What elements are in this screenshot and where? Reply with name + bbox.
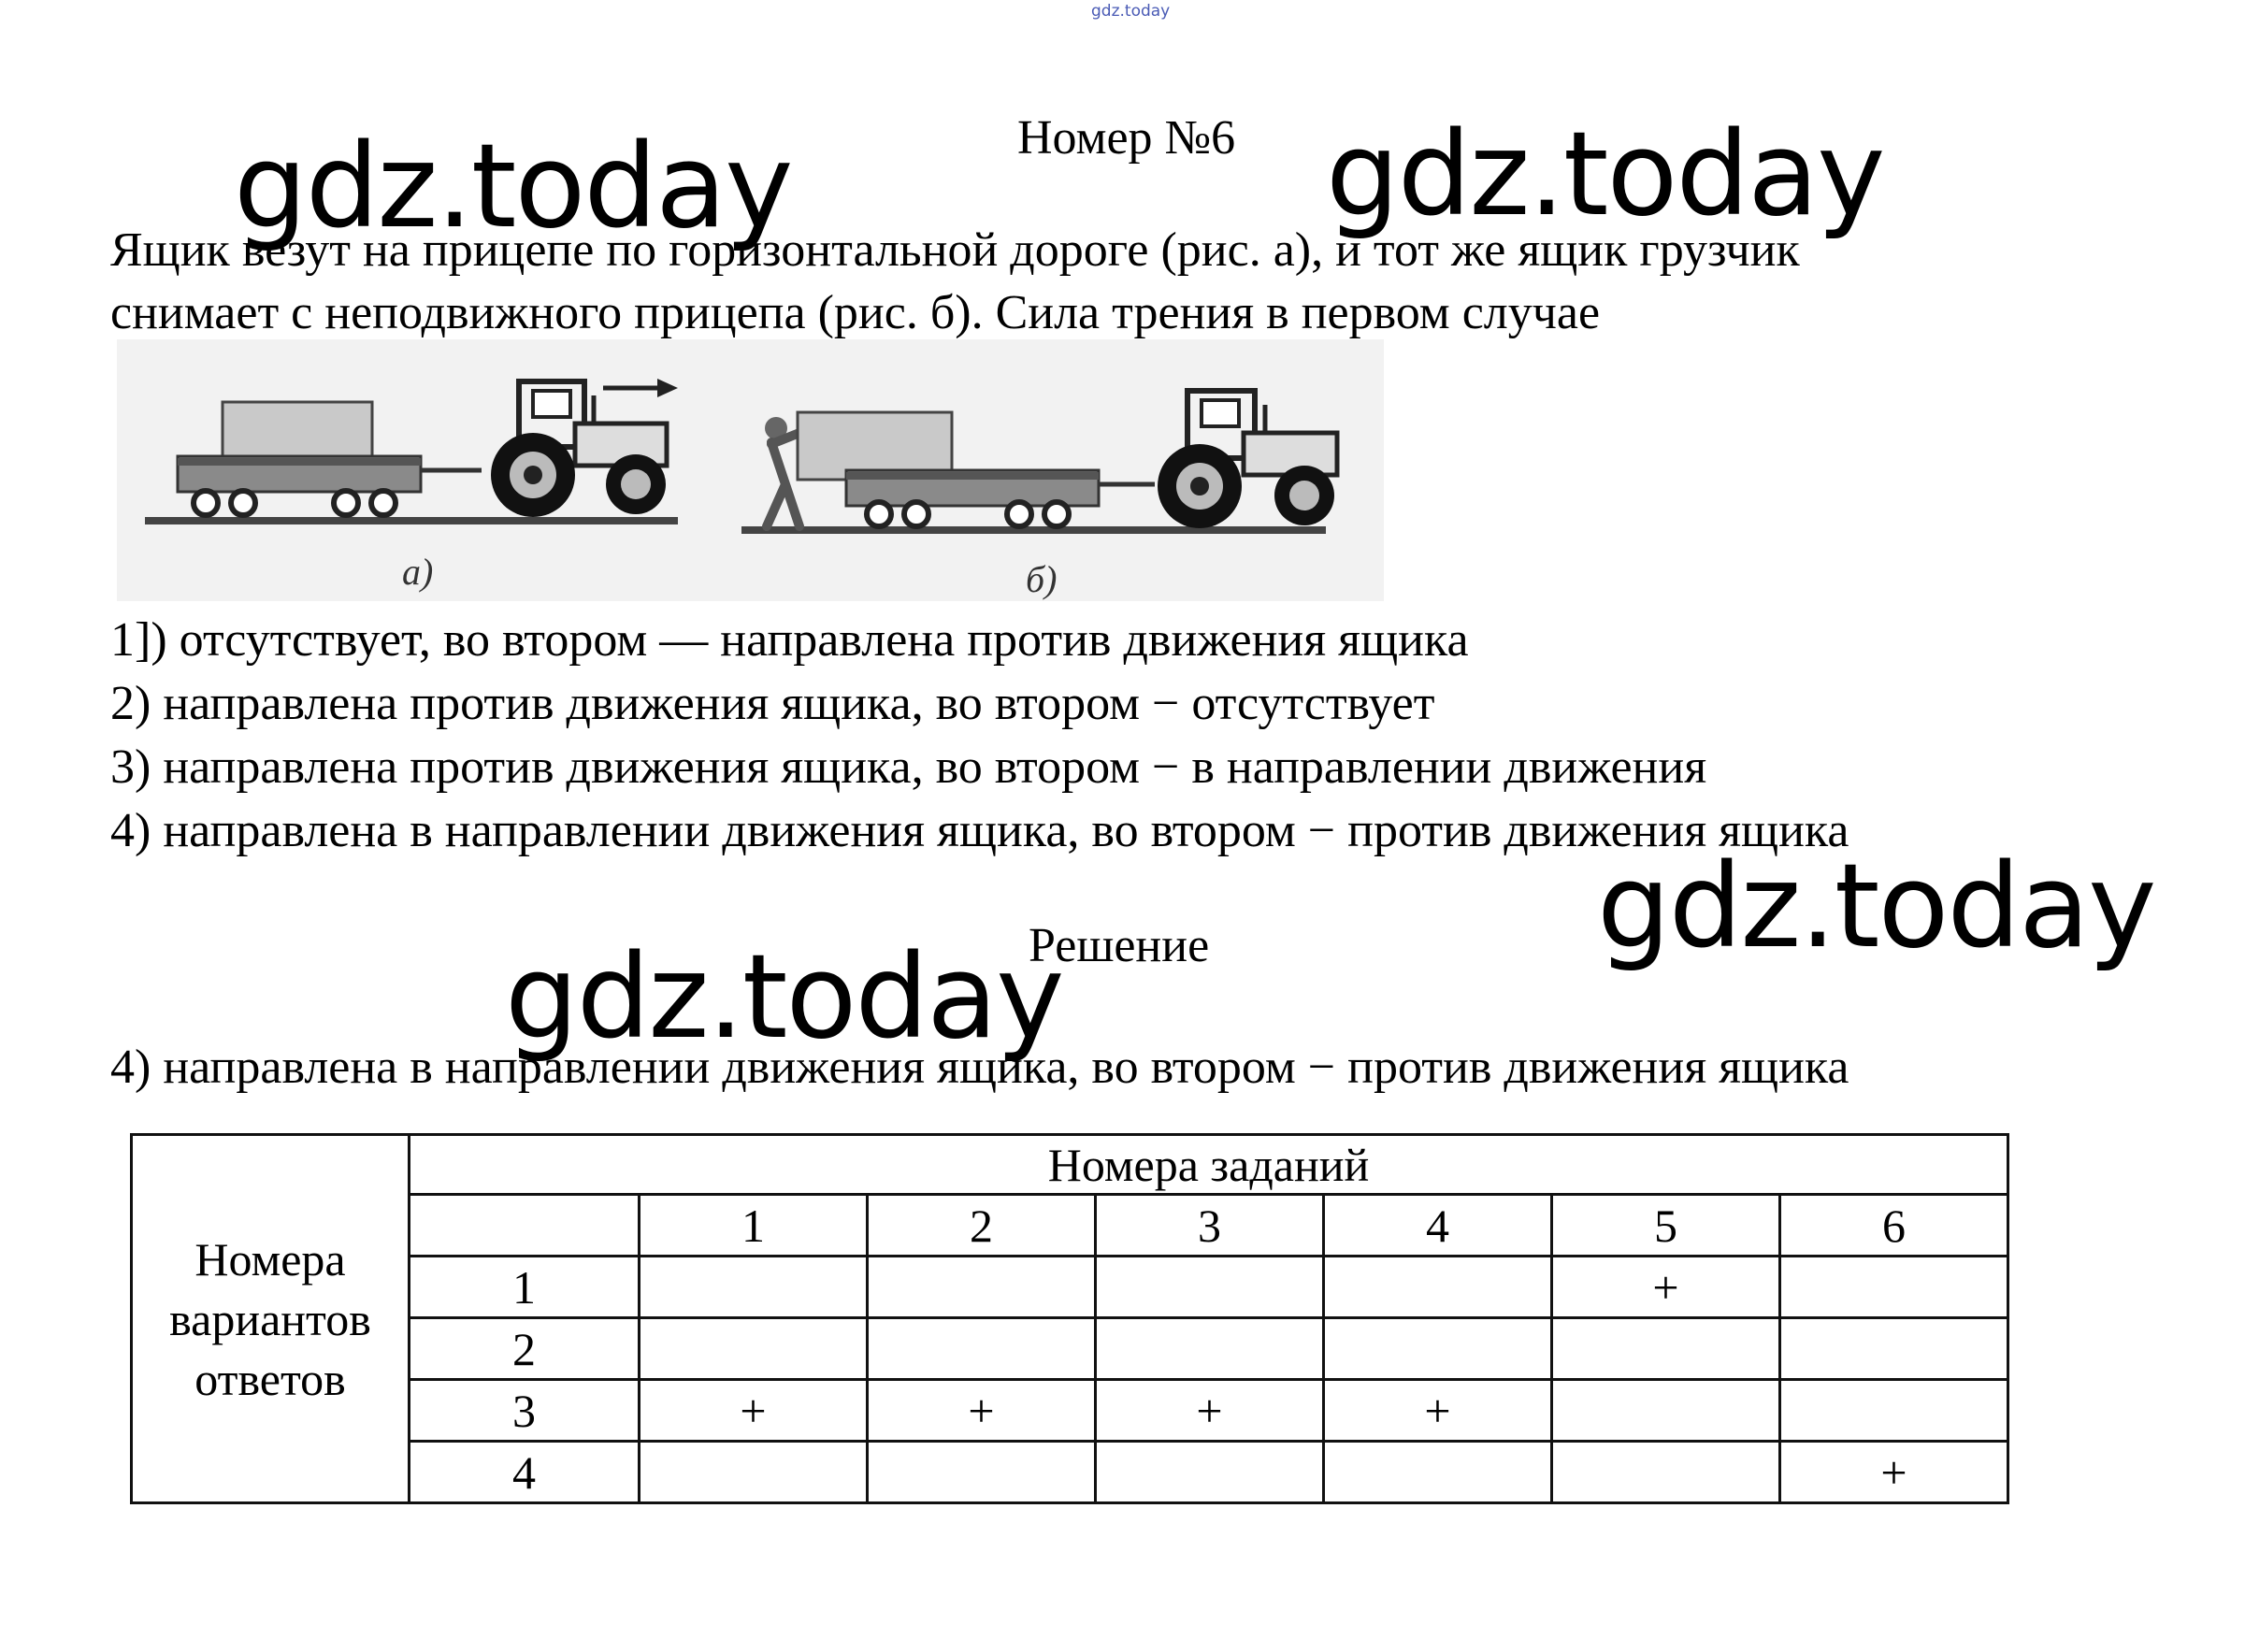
variant-number: 4 — [410, 1442, 640, 1503]
option-1: 1]) отсутствует, во втором — направлена против движения ящика — [110, 613, 1469, 667]
answer-cell: + — [1096, 1380, 1324, 1442]
top-watermark: gdz.today — [1091, 2, 1171, 21]
option-3: 3) направлена против движения ящика, во втором − в направлении движения — [110, 740, 1707, 794]
problem-text-line-1: Ящик везут на прицепе по горизонтальной дороге (рис. а), и тот же ящик грузчик — [110, 223, 1800, 277]
answer-cell: + — [1552, 1257, 1780, 1318]
variant-number: 3 — [410, 1380, 640, 1442]
answer-cell — [640, 1318, 868, 1380]
task-number: 4 — [1324, 1195, 1552, 1257]
answer-cell — [1780, 1257, 2008, 1318]
table-row — [132, 1442, 2008, 1503]
problem-text-line-2: снимает с неподвижного прицепа (рис. б). Сила трения в первом случае — [110, 286, 1601, 339]
table-row — [132, 1318, 2008, 1380]
option-4: 4) направлена в направлении движения ящика, во втором − против движения ящика — [110, 804, 1849, 857]
corner-cell — [410, 1195, 640, 1257]
answer-cell — [1324, 1318, 1552, 1380]
table-row — [132, 1380, 2008, 1442]
tasks-header: Номера заданий — [410, 1135, 2008, 1195]
tractor-trailer-figure — [117, 339, 1384, 601]
option-2: 2) направлена против движения ящика, во втором − отсутствует — [110, 677, 1435, 730]
answer-table — [130, 1133, 2009, 1504]
watermark-2: gdz.today — [1326, 108, 1884, 242]
answer-cell: + — [1780, 1442, 2008, 1503]
solution-answer: 4) направлена в направлении движения ящика, во втором − против движения ящика — [110, 1041, 1849, 1094]
answer-cell: + — [1324, 1380, 1552, 1442]
solution-title: Решение — [1029, 919, 1210, 972]
watermark-3: gdz.today — [1597, 840, 2155, 974]
row-header-cell — [132, 1135, 410, 1503]
answer-cell: + — [868, 1380, 1096, 1442]
answer-cell — [868, 1442, 1096, 1503]
answer-cell — [1096, 1318, 1324, 1380]
answer-cell — [1552, 1318, 1780, 1380]
watermark-4: gdz.today — [505, 930, 1063, 1065]
answer-cell — [640, 1442, 868, 1503]
figure-a-label: а) — [402, 551, 434, 593]
answer-cell — [1324, 1257, 1552, 1318]
answer-cell — [868, 1318, 1096, 1380]
answer-cell — [868, 1257, 1096, 1318]
row-header-text: Номера вариантов ответов — [169, 1232, 371, 1405]
answer-cell — [1552, 1380, 1780, 1442]
figure-b-label: б) — [1026, 558, 1058, 600]
problem-title: Номер №6 — [1017, 111, 1236, 165]
answer-cell — [1552, 1442, 1780, 1503]
answer-cell: + — [640, 1380, 868, 1442]
answer-cell — [1780, 1318, 2008, 1380]
answer-cell — [1324, 1442, 1552, 1503]
answer-cell — [1780, 1380, 2008, 1442]
answer-cell — [1096, 1442, 1324, 1503]
table-row — [132, 1257, 2008, 1318]
answer-cell — [1096, 1257, 1324, 1318]
task-number: 1 — [640, 1195, 868, 1257]
task-number: 5 — [1552, 1195, 1780, 1257]
task-number: 2 — [868, 1195, 1096, 1257]
task-number: 6 — [1780, 1195, 2008, 1257]
variant-number: 1 — [410, 1257, 640, 1318]
variant-number: 2 — [410, 1318, 640, 1380]
answer-cell — [640, 1257, 868, 1318]
watermark-1: gdz.today — [234, 120, 792, 254]
task-number: 3 — [1096, 1195, 1324, 1257]
